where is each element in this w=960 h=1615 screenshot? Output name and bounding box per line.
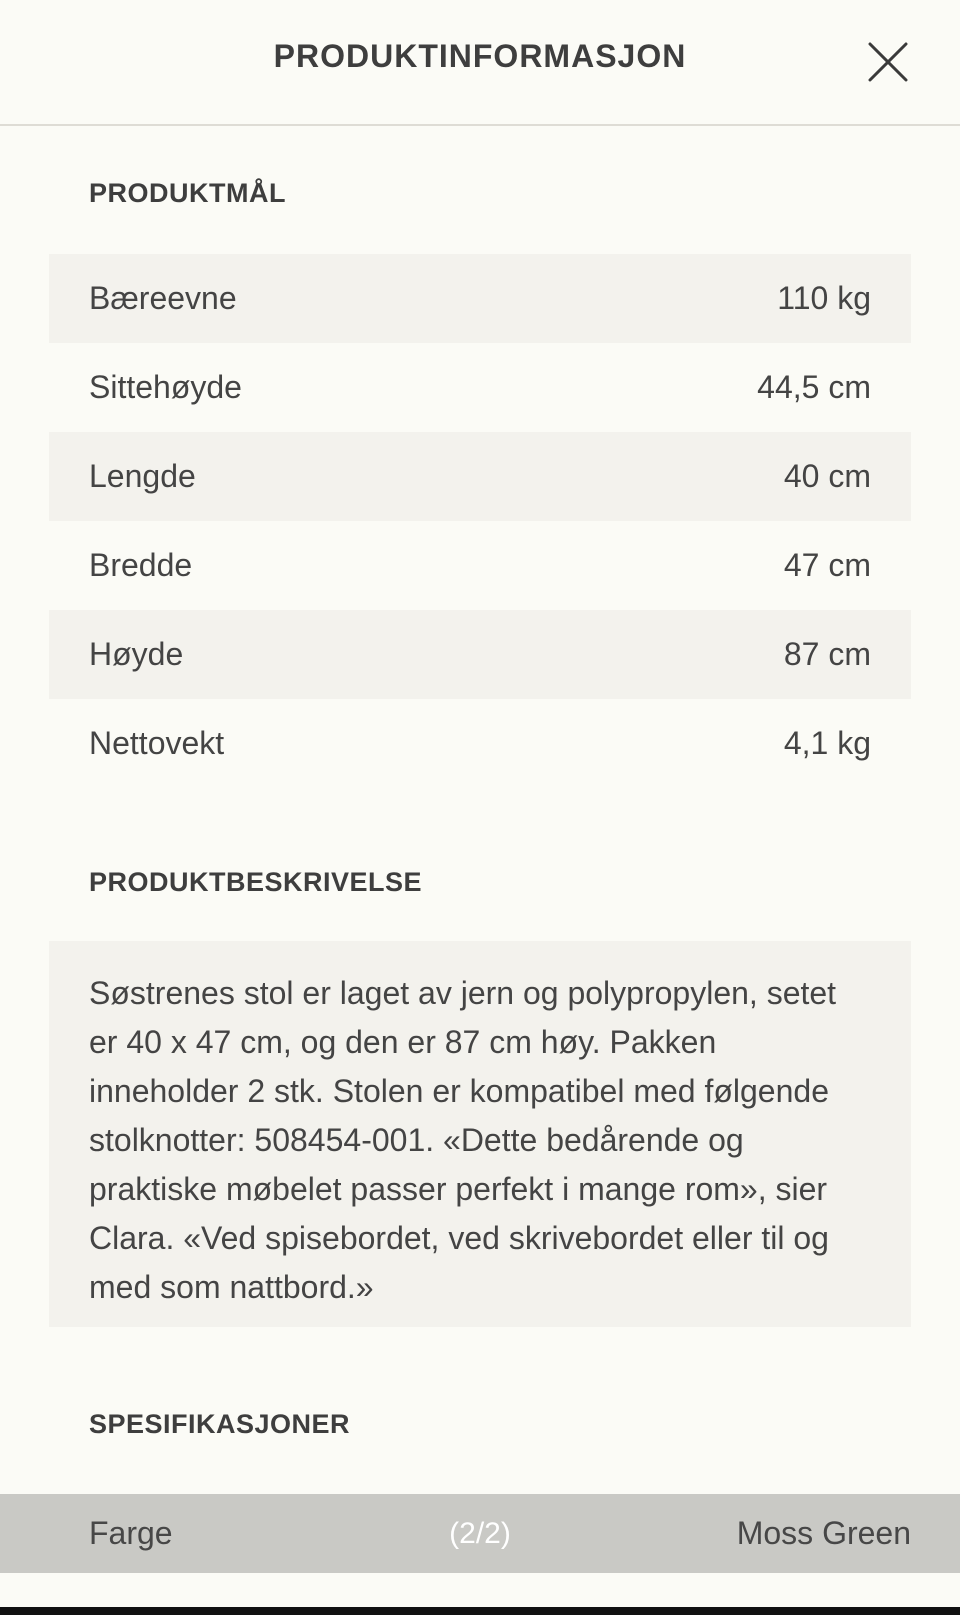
table-row	[49, 521, 911, 610]
page-title: PRODUKTINFORMASJON	[273, 38, 687, 74]
row-value: Moss Green	[736, 1515, 911, 1551]
dimensions-heading: PRODUKTMÅL	[89, 178, 286, 208]
row-label: Bæreevne	[89, 280, 237, 316]
table-row	[49, 254, 911, 343]
row-value: 87 cm	[783, 636, 871, 672]
row-value: 40 cm	[783, 458, 871, 494]
row-value: 44,5 cm	[757, 369, 871, 405]
row-label: Farge	[89, 1515, 173, 1551]
table-row	[49, 610, 911, 699]
close-button[interactable]	[866, 40, 910, 84]
product-description	[49, 941, 911, 1327]
table-row	[49, 343, 911, 432]
row-value: 4,1 kg	[783, 725, 871, 761]
row-label: Sittehøyde	[89, 369, 242, 405]
row-label: Nettovekt	[89, 725, 225, 761]
table-row	[49, 699, 911, 788]
close-icon	[866, 40, 910, 84]
image-pager-indicator: (2/2)	[449, 1516, 511, 1550]
row-value: 47 cm	[783, 547, 871, 583]
row-value: 110 kg	[777, 280, 871, 316]
description-text: Søstrenes stol er laget av jern og polypropylen, setet er 40 x 47 cm, og den er 87 cm høy. Pakken inneholder 2 stk. Stolen er kompatibel med følgende stolknotter: 508454-001. «Dette bedårende og praktiske møbelet passer perfekt i mange rom», sier Clara. «Ved spisebordet, ved skrivebordet eller til og med som nattbord.»	[89, 975, 837, 1305]
row-label: Høyde	[89, 636, 184, 672]
dimensions-table	[49, 254, 911, 788]
specifications-heading: SPESIFIKASJONER	[89, 1409, 351, 1439]
table-row	[49, 432, 911, 521]
modal-header	[0, 0, 960, 126]
row-label: Bredde	[89, 547, 193, 583]
description-heading: PRODUKTBESKRIVELSE	[89, 867, 423, 897]
specification-row-color	[0, 1494, 960, 1573]
bottom-edge	[0, 1573, 960, 1615]
row-label: Lengde	[89, 458, 196, 494]
